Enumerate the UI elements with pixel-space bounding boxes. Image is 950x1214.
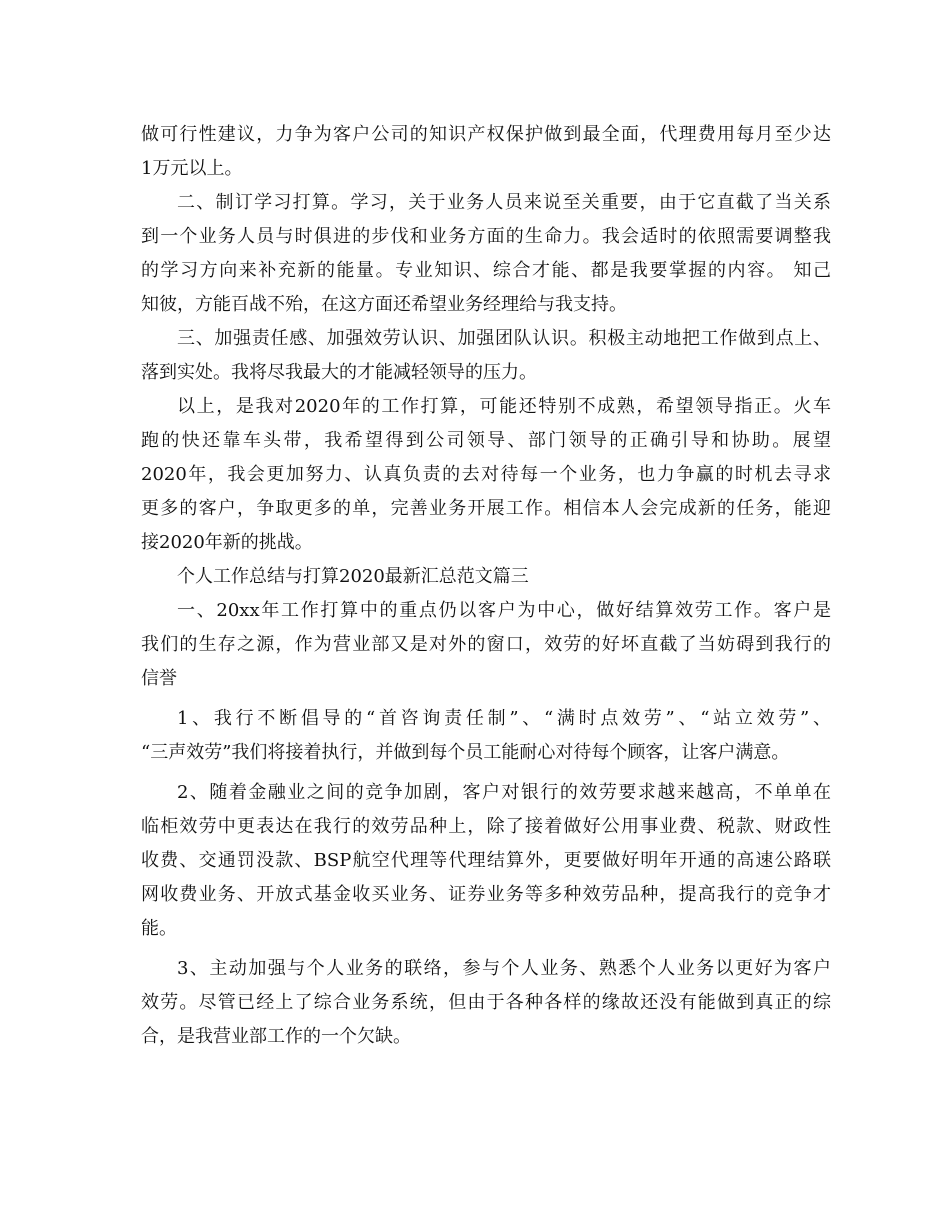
text-line: 2020年，我会更加努力、认真负责的去对待每一个业务，也力争赢的时机去寻求 bbox=[141, 464, 831, 485]
text-line: 知彼，方能百战不殆，在这方面还希望业务经理给与我支持。 bbox=[141, 294, 627, 315]
text-line: 能。 bbox=[141, 918, 177, 939]
text-line: 临柜效劳中更表达在我行的效劳品种上，除了接着做好公用事业费、税款、财政性 bbox=[141, 816, 831, 837]
text-line: 合，是我营业部工作的一个欠缺。 bbox=[141, 1026, 411, 1047]
text-line: 效劳。尽管已经上了综合业务系统，但由于各种各样的缘故还没有能做到真正的综 bbox=[141, 992, 831, 1013]
section-heading: 个人工作总结与打算2020最新汇总范文篇三 bbox=[177, 566, 529, 587]
text-line: “三声效劳”我们将接着执行，并做到每个员工能耐心对待每个顾客，让客户满意。 bbox=[141, 742, 790, 763]
text-line: 收费、交通罚没款、BSP航空代理等代理结算外，更要做好明年开通的高速公路联 bbox=[141, 850, 831, 871]
text-line: 到一个业务人员与时俱进的步伐和业务方面的生命力。我会适时的依照需要调整我 bbox=[141, 226, 831, 247]
text-line: 落到实处。我将尽我最大的才能减轻领导的压力。 bbox=[141, 362, 537, 383]
paragraph-start-line: 以上，是我对2020年的工作打算，可能还特别不成熟，希望领导指正。火车 bbox=[177, 396, 831, 417]
text-line: 更多的客户，争取更多的单，完善业务开展工作。相信本人会完成新的任务，能迎 bbox=[141, 498, 831, 519]
text-line: 的学习方向来补充新的能量。专业知识、综合才能、都是我要掌握的内容。 知己 bbox=[141, 260, 831, 281]
text-line: 网收费业务、开放式基金收买业务、证券业务等多种效劳品种，提高我行的竞争才 bbox=[141, 884, 831, 905]
text-line: 信誉 bbox=[141, 668, 177, 689]
paragraph-start-line: 二、制订学习打算。学习，关于业务人员来说至关重要，由于它直截了当关系 bbox=[177, 192, 831, 213]
text-line: 1万元以上。 bbox=[141, 158, 243, 179]
text-line: 我们的生存之源，作为营业部又是对外的窗口，效劳的好坏直截了当妨碍到我行的 bbox=[141, 634, 831, 655]
text-line: 做可行性建议，力争为客户公司的知识产权保护做到最全面，代理费用每月至少达 bbox=[141, 124, 831, 145]
paragraph-start-line: 三、加强责任感、加强效劳认识、加强团队认识。积极主动地把工作做到点上、 bbox=[177, 328, 831, 349]
list-item-1-line: 1、我行不断倡导的“首咨询责任制”、“满时点效劳”、“站立效劳”、 bbox=[177, 708, 831, 729]
list-item-2-line: 2、随着金融业之间的竞争加剧，客户对银行的效劳要求越来越高，不单单在 bbox=[177, 782, 831, 803]
document-body bbox=[141, 118, 831, 1054]
text-line: 接2020年新的挑战。 bbox=[141, 532, 313, 553]
text-line: 跑的快还靠车头带，我希望得到公司领导、部门领导的正确引导和协助。展望 bbox=[141, 430, 831, 451]
paragraph-start-line: 一、20xx年工作打算中的重点仍以客户为中心，做好结算效劳工作。客户是 bbox=[177, 600, 831, 621]
list-item-3-line: 3、主动加强与个人业务的联络，参与个人业务、熟悉个人业务以更好为客户 bbox=[177, 958, 831, 979]
